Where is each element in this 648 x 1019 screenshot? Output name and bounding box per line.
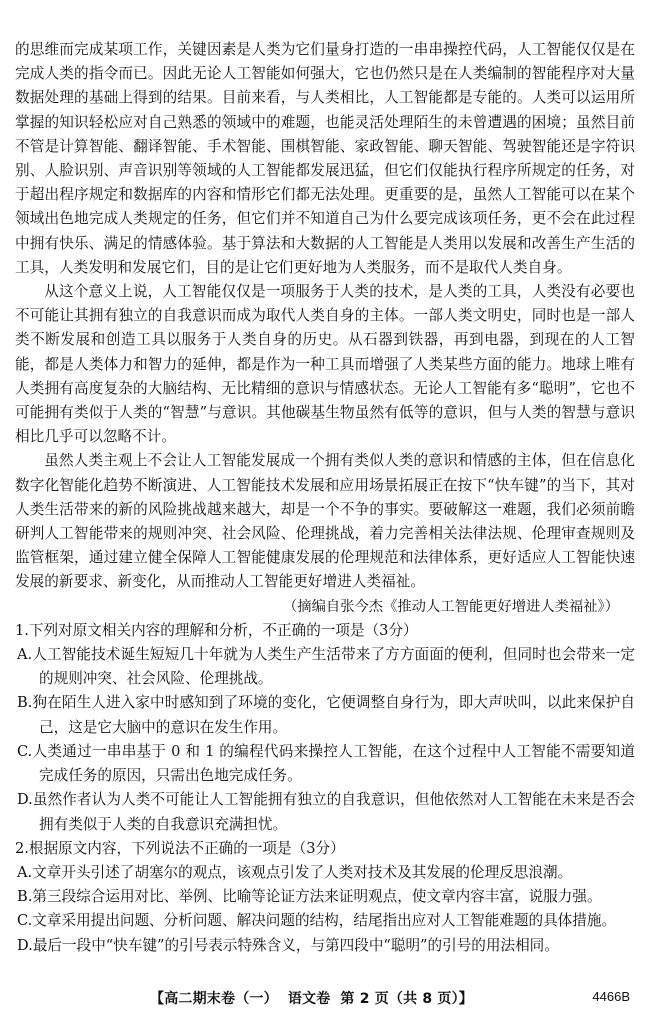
question-stem: 1.下列对原文相关内容的理解和分析，不正确的一项是（3分）: [15, 621, 418, 639]
option-label: A.: [17, 646, 33, 664]
option-text: 虽然作者认为人类不可能让人工智能拥有独立的自我意识，但他依然对人工智能在未来是否会拥有类似于人类的自我意识充满担忧。: [32, 791, 635, 833]
passage-paragraph-3: 虽然人类主观上不会让人工智能发展成一个拥有类似人类的意识和情感的主体，但在信息化数字化智能化趋势不断演进、人工智能技术发展和应用场景拓展正在按下“快车键”的当下，其对人类生活带来的新的风险挑战越来越大，却是一个不争的事实。要破解这一难题，我们必须前瞻研判人工智能带来的规则冲突、社会风险、伦理挑战，着力完善相关法律法规、伦理审查规则及监管框架，通过建立健全保障人工智能健康发展的伦理规范和法律体系，更好适应人工智能快速发展的新要求、新变化，从而推动人工智能更好增进人类福祉。: [15, 452, 635, 591]
option-label: C.: [17, 742, 33, 760]
option-d[interactable]: [15, 934, 635, 958]
source-citation: （摘编自张今杰《推动人工智能更好增进人类福祉》）: [283, 598, 619, 615]
option-text: 最后一段中“快车键”的引号表示特殊含义，与第四段中“聪明”的引号的用法相同。: [32, 936, 559, 954]
option-text: 狗在陌生人进入家中时感知到了环境的变化，它便调整自身行为，即大声吠叫，以此来保护自己，这是它大脑中的意识在发生作用。: [32, 694, 635, 736]
option-label: B.: [17, 694, 33, 712]
option-label: C.: [17, 912, 33, 930]
option-b[interactable]: [15, 691, 635, 739]
option-label: D.: [17, 936, 33, 954]
subject-name: 语文卷: [287, 991, 331, 1007]
passage-paragraph-1: 的思维而完成某项工作，关键因素是人类为它们量身打造的一串串操控代码，人工智能仅仅是在完成人类的指令而已。因此无论人工智能如何强大，它也仍然只是在人类编制的智能程序对大量数据处理的基础上得到的结果。目前来看，与人类相比，人工智能都是专能的。人类可以运用所掌握的知识轻松应对自己熟悉的领域中的难题，也能灵活处理陌生的未曾遭遇的困境；虽然目前不管是计算智能、翻译智能、手术智能、围棋智能、家政智能、聊天智能、驾驶智能还是字符识别、人脸识别、声音识别等领域的人工智能都发展迅猛，但它们仅能执行程序所规定的任务，对于超出程序规定和数据库的内容和情形它们都无法处理。更重要的是，虽然人工智能可以在某个领域出色地完成人类规定的任务，但它们并不知道自己为什么要完成该项任务，更不会在此过程中拥有快乐、满足的情感体验。基于算法和大数据的人工智能是人类用以发展和改善生产生活的工具，人类发明和发展它们，目的是让它们更好地为人类服务，而不是取代人类自身。: [15, 41, 635, 276]
exam-name: 【高二期末卷（一）: [150, 991, 278, 1007]
question-2: [15, 837, 635, 958]
paper-code: 4466B: [592, 989, 630, 1004]
option-b[interactable]: [15, 885, 635, 909]
passage-paragraph-2: 从这个意义上说，人工智能仅仅是一项服务于人类的技术，是人类的工具，人类没有必要也不可能让其拥有独立的自我意识而成为取代人类自身的主体。一部人类文明史，同时也是一部人类不断发展和创造工具以服务于人类自身的历史。从石器到铁器，再到电器，到现在的人工智能，都是人类体力和智力的延伸，都是作为一种工具而增强了人类某些方面的能力。地球上唯有人类拥有高度复杂的大脑结构、无比精细的意识与情感状态。无论人工智能有多“聪明”，它也不可能拥有类似于人类的“智慧”与意识。其他碳基生物虽然有低等的意识，但与人类的智慧与意识相比几乎可以忽略不计。: [15, 283, 635, 446]
option-text: 文章采用提出问题、分析问题、解决问题的结构，结尾指出应对人工智能难题的具体措施。: [32, 912, 617, 930]
option-text: 人工智能技术诞生短短几十年就为人类生产生活带来了方方面面的便利，但同时也会带来一定的规则冲突、社会风险、伦理挑战。: [32, 646, 635, 688]
option-text: 人类通过一串串基于 0 和 1 的编程代码来操控人工智能，在这个过程中人工智能不需要知道完成任务的原因，只需出色地完成任务。: [32, 742, 635, 785]
option-d[interactable]: [15, 788, 635, 836]
option-text: 第三段综合运用对比、举例、比喻等论证方法来证明观点，使文章内容丰富，说服力强。: [32, 888, 602, 906]
question-stem: 2.根据原文内容，下列说法不正确的一项是（3分）: [15, 839, 345, 857]
option-c[interactable]: [15, 740, 635, 788]
document-page: [15, 38, 635, 958]
option-a[interactable]: [15, 643, 635, 691]
option-c[interactable]: [15, 909, 635, 933]
question-1: [15, 619, 635, 837]
option-label: A.: [17, 863, 33, 881]
option-label: B.: [17, 888, 33, 906]
option-a[interactable]: [15, 861, 635, 885]
page-footer: [0, 988, 648, 1010]
option-text: 文章开头引述了胡塞尔的观点，该观点引发了人类对技术及其发展的伦理反思浪潮。: [32, 863, 573, 881]
page-number: 第 2 页（共 8 页）】: [340, 991, 473, 1007]
option-label: D.: [17, 791, 33, 809]
exam-info: [150, 988, 483, 1008]
